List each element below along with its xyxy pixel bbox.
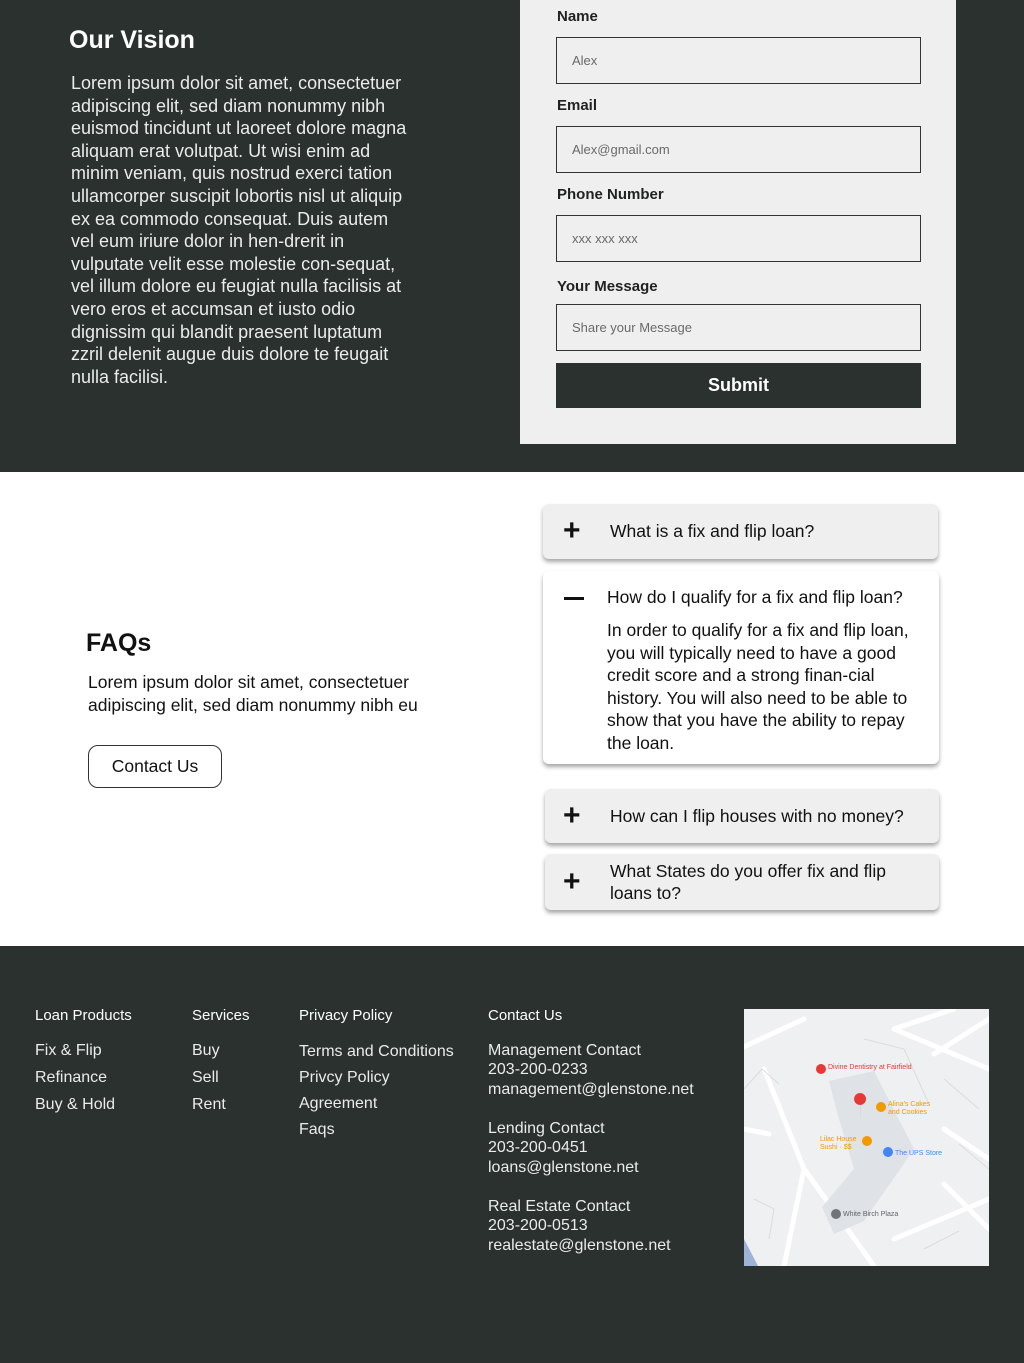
faq-item[interactable] [545, 789, 939, 843]
footer-link-fix-flip[interactable]: Fix & Flip [35, 1042, 102, 1059]
management-contact-label: Management Contact [488, 1042, 641, 1059]
faq-section [0, 472, 1024, 946]
realestate-contact-label: Real Estate Contact [488, 1198, 631, 1215]
faq-item[interactable] [543, 504, 938, 559]
plus-icon: + [563, 514, 581, 547]
privacy-policy-heading: Privacy Policy [299, 1007, 393, 1024]
vision-title: Our Vision [69, 26, 195, 54]
realestate-email[interactable]: realestate@glenstone.net [488, 1237, 671, 1254]
footer-link-buy[interactable]: Buy [192, 1042, 220, 1059]
faq-question: How do I qualify for a fix and flip loan? [607, 587, 903, 607]
lending-email[interactable]: loans@glenstone.net [488, 1159, 639, 1176]
contact-us-button[interactable]: Contact Us [88, 745, 222, 788]
email-label: Email [557, 97, 598, 114]
faq-title: FAQs [86, 629, 152, 657]
minus-icon [564, 597, 584, 600]
map-place-ups: The UPS Store [895, 1150, 943, 1157]
contact-form [520, 0, 956, 444]
footer-link-agreement[interactable]: Agreement [299, 1095, 378, 1112]
map-roads [744, 1009, 989, 1266]
location-map[interactable] [744, 1009, 989, 1266]
vision-text: Lorem ipsum dolor sit amet, consectetuer adipiscing elit, sed diam nonummy nibh euismod tincidunt ut laoreet dolore magna aliquam erat volutpat. Ut wisi enim ad minim veniam, quis nostrud exerci tation ullamcorper suscipit lobortis nisl ut aliquip ex ea commodo consequat. Duis autem vel eum iriure dolor in hen-drerit in vulputate velit esse molestie con-sequat, vel illum dolore eu feugiat nulla facilisis at vero eros et accumsan et iusto odio dignissim qui blandit praesent luptatum zzril delenit augue duis dolore te feugait nulla facilisi. [71, 73, 407, 387]
footer-link-faqs[interactable]: Faqs [299, 1121, 335, 1138]
faq-question: What is a fix and flip loan? [610, 521, 815, 541]
footer-link-privacy[interactable]: Privcy Policy [299, 1069, 390, 1086]
faq-answer: In order to qualify for a fix and flip loan, you will typically need to have a good credit score and a strong finan-cial history. You will also need to be able to show that you have the ability to repay the loan. [607, 620, 909, 753]
management-phone[interactable]: 203-200-0233 [488, 1061, 588, 1078]
faq-question: How can I flip houses with no money? [610, 806, 904, 826]
vision-section [0, 0, 1024, 472]
contact-heading: Contact Us [488, 1007, 563, 1024]
footer-link-terms[interactable]: Terms and Conditions [299, 1043, 454, 1060]
map-place-white-birch: White Birch Plaza [843, 1211, 899, 1218]
plus-icon: + [563, 799, 581, 832]
footer-link-buy-hold[interactable]: Buy & Hold [35, 1096, 116, 1113]
name-field[interactable] [556, 37, 921, 84]
services-heading: Services [192, 1007, 250, 1024]
footer [0, 946, 1024, 1363]
realestate-phone[interactable]: 203-200-0513 [488, 1217, 588, 1234]
footer-link-refinance[interactable]: Refinance [35, 1069, 108, 1086]
management-email[interactable]: management@glenstone.net [488, 1081, 694, 1098]
message-label: Your Message [557, 278, 658, 295]
lending-contact-label: Lending Contact [488, 1120, 605, 1137]
loan-products-heading: Loan Products [35, 1007, 132, 1024]
footer-link-rent[interactable]: Rent [192, 1096, 226, 1113]
map-place-lilac: Lilac House Sushi · $$ [820, 1136, 857, 1151]
map-place-cakes: Alina's Cakes and Cookies [888, 1101, 931, 1116]
faq-item[interactable] [545, 854, 939, 910]
faq-item-open[interactable] [543, 571, 939, 764]
message-field[interactable] [556, 304, 921, 351]
submit-button[interactable]: Submit [556, 363, 921, 408]
faq-text: Lorem ipsum dolor sit amet, consectetuer adipiscing elit, sed diam nonummy nibh eu [88, 672, 418, 715]
phone-field[interactable] [556, 215, 921, 262]
lending-phone[interactable]: 203-200-0451 [488, 1139, 588, 1156]
map-place-dentistry: Divine Dentistry at Fairfield [828, 1064, 912, 1071]
name-label: Name [557, 8, 598, 25]
faq-question: What States do you offer fix and flip loans to? [610, 861, 886, 903]
plus-icon: + [563, 865, 581, 898]
footer-link-sell[interactable]: Sell [192, 1069, 219, 1086]
phone-label: Phone Number [557, 186, 664, 203]
email-field[interactable] [556, 126, 921, 173]
